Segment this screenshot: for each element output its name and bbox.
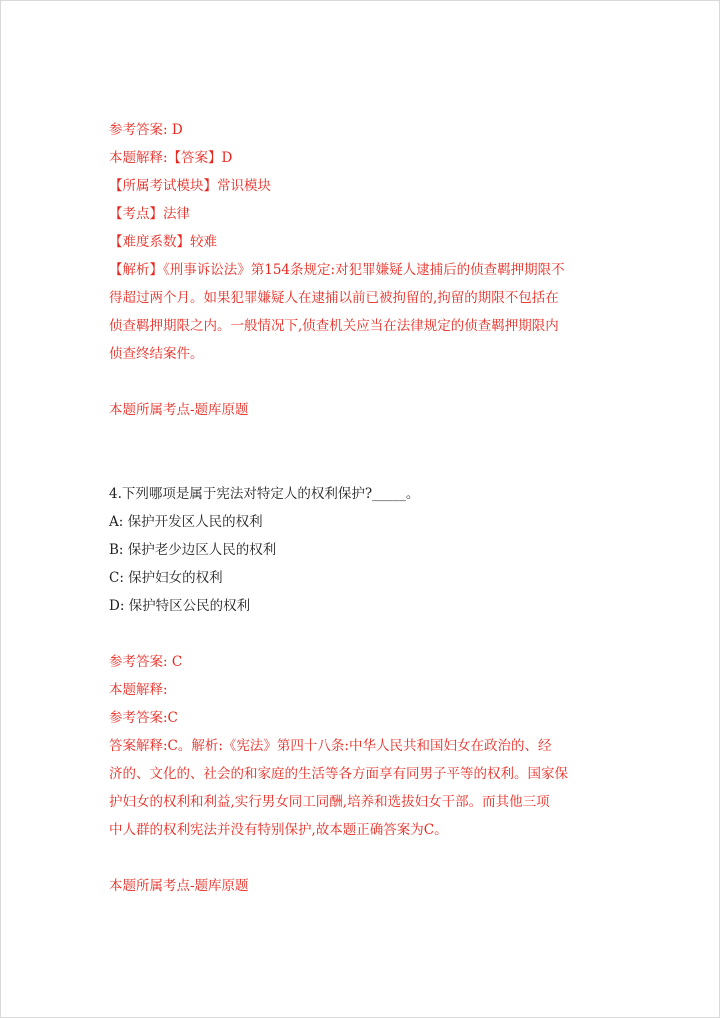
q3-analysis-line-2: 得超过两个月。如果犯罪嫌疑人在逮捕以前已被拘留的,拘留的期限不包括在 — [109, 290, 559, 306]
q3-answer-line: 参考答案: D — [109, 122, 183, 138]
q4-analysis-line-2: 济的、文化的、社会的和家庭的生活等各方面享有同男子平等的权利。国家保 — [109, 766, 568, 782]
q3-point-line: 【考点】法律 — [109, 206, 190, 222]
q4-answer-line: 参考答案: C — [109, 654, 183, 670]
q4-analysis-line-4: 中人群的权利宪法并没有特别保护,故本题正确答案为C。 — [109, 822, 448, 838]
q3-analysis-line-1: 【解析】《刑事诉讼法》第154条规定:对犯罪嫌疑人逮捕后的侦查羁押期限不 — [109, 262, 565, 278]
q4-analysis-line-3: 护妇女的权利和利益,实行男女同工同酬,培养和选拔妇女干部。而其他三项 — [109, 794, 550, 810]
q4-ref-line: 参考答案:C — [109, 710, 178, 726]
q3-analysis-line-3: 侦查羁押期限之内。一般情况下,侦查机关应当在法律规定的侦查羁押期限内 — [109, 318, 559, 334]
spacer — [109, 368, 619, 396]
q4-option-b: B: 保护老少边区人民的权利 — [109, 542, 277, 558]
spacer — [109, 620, 619, 648]
q3-analysis-line-4: 侦查终结案件。 — [109, 346, 204, 362]
q4-option-c: C: 保护妇女的权利 — [109, 570, 223, 586]
spacer — [109, 844, 619, 872]
q4-source: 本题所属考点-题库原题 — [109, 878, 249, 894]
q3-module-line: 【所属考试模块】常识模块 — [109, 178, 271, 194]
q4-explain-line: 本题解释: — [109, 682, 168, 698]
page-content — [109, 116, 619, 900]
q4-analysis-line-1: 答案解释:C。解析:《宪法》第四十八条:中华人民共和国妇女在政治的、经 — [109, 738, 552, 754]
q4-option-d: D: 保护特区公民的权利 — [109, 598, 251, 614]
q4-option-a: A: 保护开发区人民的权利 — [109, 514, 263, 530]
q3-source: 本题所属考点-题库原题 — [109, 402, 249, 418]
q4-question: 4.下列哪项是属于宪法对特定人的权利保护?_____。 — [109, 486, 420, 502]
q3-explain-line: 本题解释:【答案】D — [109, 150, 233, 166]
q3-difficulty-line: 【难度系数】较难 — [109, 234, 217, 250]
spacer — [109, 424, 619, 480]
